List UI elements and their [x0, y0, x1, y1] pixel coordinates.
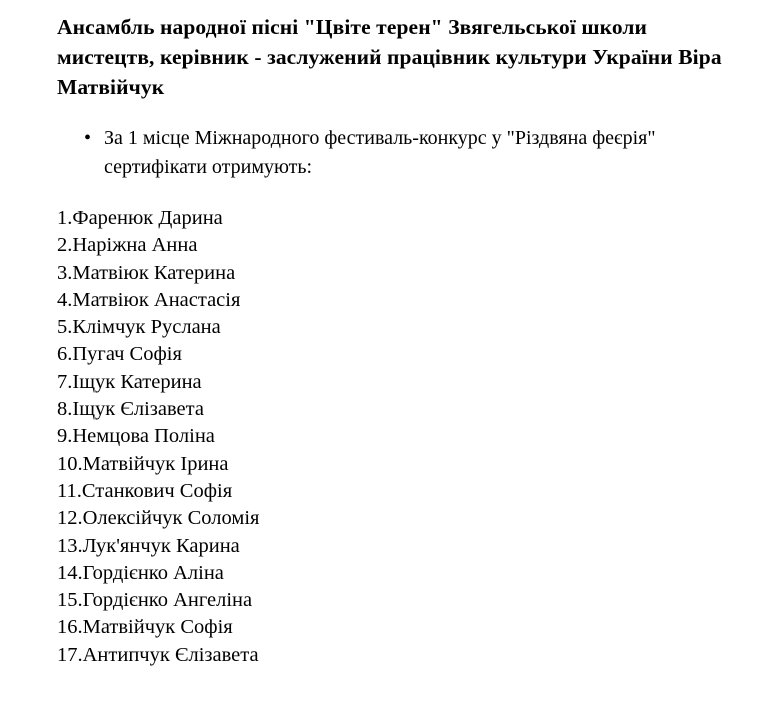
list-item-name: Матвіюк Катерина — [72, 261, 236, 284]
list-item-name: Матвійчук Софія — [82, 616, 233, 639]
list-item — [57, 232, 657, 259]
awardee-list — [57, 205, 657, 669]
bullet-point-icon: • — [84, 127, 92, 149]
list-item-number: 8. — [57, 398, 73, 421]
list-item — [57, 423, 657, 450]
award-category-text: За 1 місце Міжнародного фестиваль-конкурс у "Різдвяна феєрія" сертифікати отримують: — [104, 127, 656, 178]
list-item-number: 16. — [57, 616, 83, 639]
list-item-name: Немцова Поліна — [72, 425, 215, 448]
list-item — [57, 396, 657, 423]
list-item-number: 10. — [57, 452, 83, 475]
list-item — [57, 314, 657, 341]
list-item — [57, 260, 657, 287]
list-item-number: 7. — [57, 370, 73, 393]
list-item-number: 1. — [57, 207, 73, 229]
list-item — [57, 369, 657, 396]
list-item-number: 4. — [57, 288, 73, 311]
list-item-name: Лук'янчук Карина — [82, 534, 240, 557]
list-item-name: Фаренюк Дарина — [72, 207, 223, 229]
list-item-name: Матвіюк Анастасія — [72, 288, 241, 311]
list-item — [57, 505, 657, 532]
award-category-list — [0, 124, 773, 182]
list-item-name: Пугач Софія — [72, 343, 182, 366]
list-item — [57, 451, 657, 478]
list-item-name: Олексійчук Соломія — [82, 507, 260, 530]
list-item — [57, 341, 657, 368]
list-item-number: 3. — [57, 261, 73, 284]
list-item-name: Антипчук Єлізавета — [82, 643, 259, 666]
list-item — [57, 587, 657, 614]
list-item-name: Гордієнко Аліна — [82, 561, 224, 584]
list-item-number: 15. — [57, 589, 83, 612]
award-category-item — [0, 124, 690, 182]
list-item-name: Наріжна Анна — [72, 234, 198, 257]
list-item-name: Станкович Софія — [81, 479, 233, 502]
list-item-name: Гордієнко Ангеліна — [82, 589, 253, 612]
list-item-number: 11. — [57, 479, 82, 502]
list-item-number: 9. — [57, 425, 73, 448]
list-item-name: Іщук Єлізавета — [72, 398, 204, 421]
list-item — [57, 560, 657, 587]
list-item-name: Іщук Катерина — [72, 370, 202, 393]
list-item-number: 17. — [57, 643, 83, 666]
list-item-number: 5. — [57, 316, 73, 339]
list-item-number: 6. — [57, 343, 73, 366]
list-item-number: 14. — [57, 561, 83, 584]
list-item — [57, 287, 657, 314]
page-title: Ансамбль народної пісні "Цвіте терен" Звягельської школи мистецтв, керівник - заслужений працівник культури України Віра Матвійчук — [57, 15, 722, 99]
list-item-name: Матвійчук Ірина — [82, 452, 229, 475]
list-item-number: 13. — [57, 534, 83, 557]
list-item-number: 12. — [57, 507, 83, 530]
list-item — [57, 205, 657, 232]
list-item-name: Клімчук Руслана — [72, 316, 221, 339]
list-item — [57, 478, 657, 505]
list-item — [57, 533, 657, 560]
list-item — [57, 614, 657, 641]
list-item-number: 2. — [57, 234, 73, 257]
list-item — [57, 642, 657, 669]
